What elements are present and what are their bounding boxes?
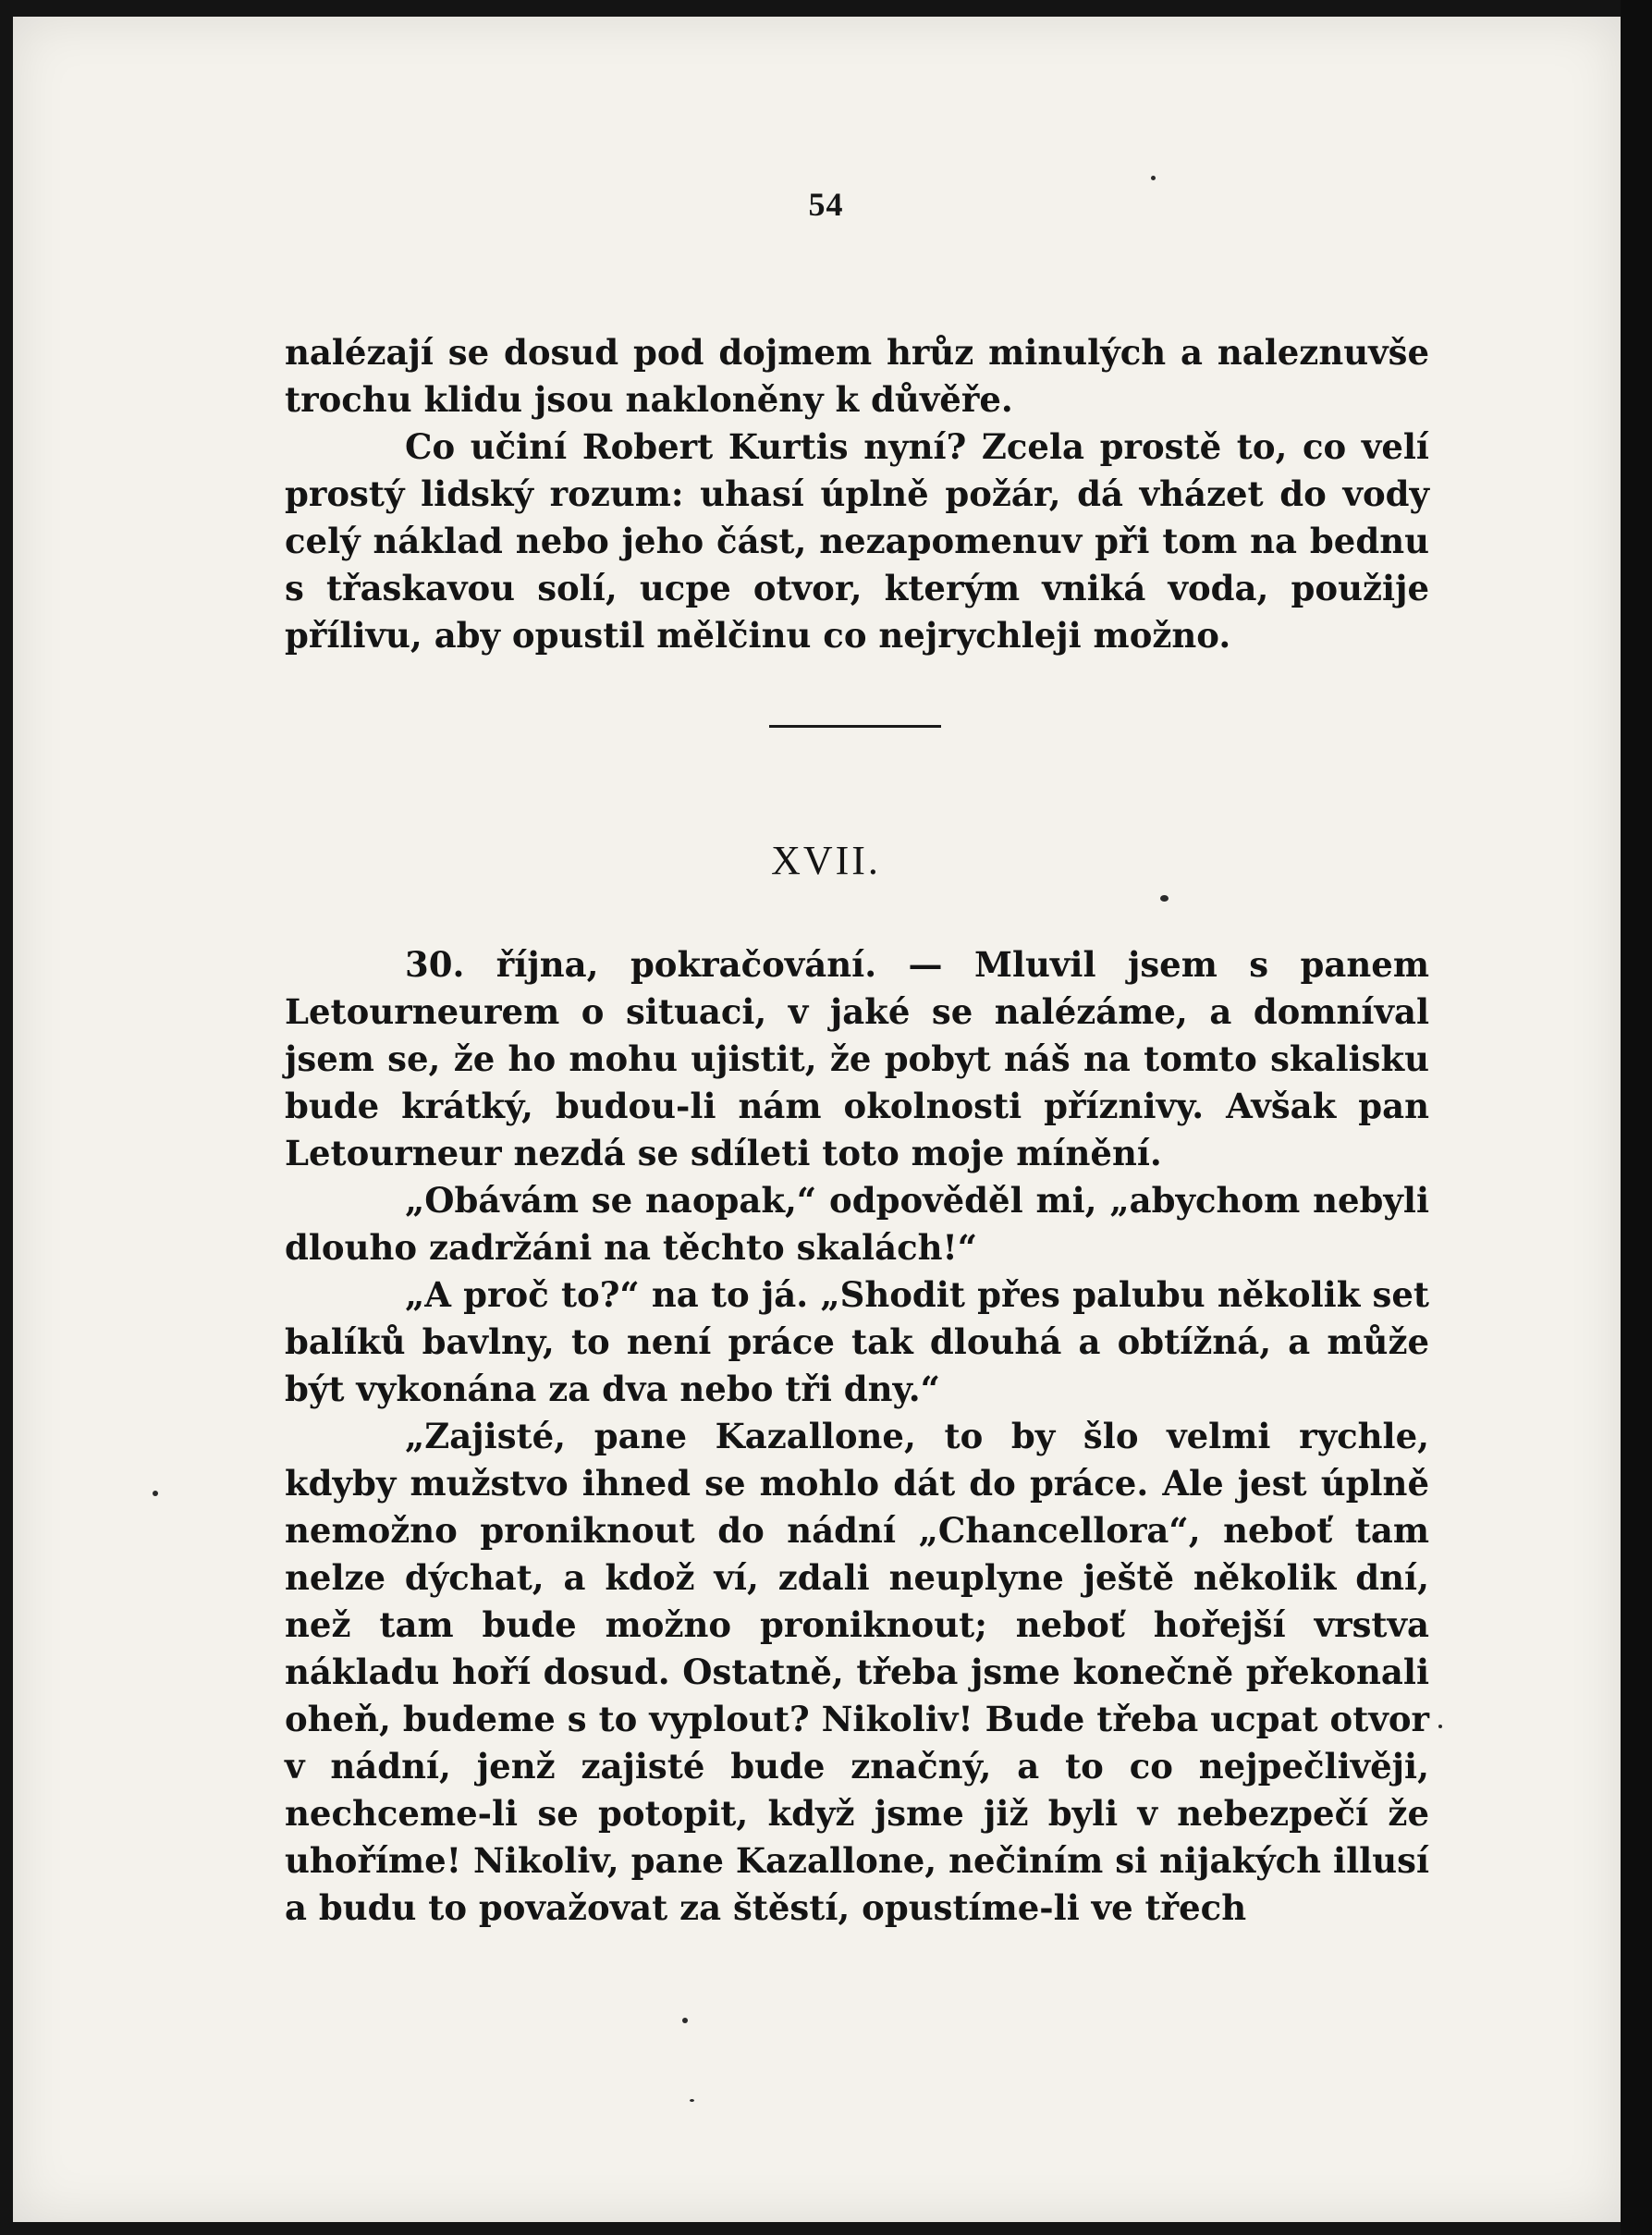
page-edge-shadow [1621,0,1652,2235]
scan-speck [682,2018,688,2023]
top-text-block [285,329,1429,659]
chapter-text-block [285,941,1429,1932]
paragraph-obavam: „Obávám se naopak,“ odpověděl mi, „abychom nebyli dlouho zadržáni na těchto skalách!“ [285,1180,1429,1268]
paragraph-continuation: nalézají se dosud pod dojmem hrůz minulých a naleznuvše trochu klidu jsou nakloněny k důvěře. [285,332,1429,420]
scan-speck [690,2099,694,2102]
paragraph-zajiste: „Zajisté, pane Kazallone, to by šlo velmi rychle, kdyby mužstvo ihned se mohlo dát do práce. Ale jest úplně nemožno proniknout do nádní „Chancellora“, neboť tam nelze dýchat, a kdož ví, zdali neuplyne ještě několik dní, než tam bude možno proniknout; neboť hořejší vrstva nákladu hoří dosud. Ostatně, třeba jsme konečně překonali oheň, budeme s to vyplout? Nikoliv! Bude třeba ucpat otvor v nádní, jenž zajisté bude značný, a to co nejpečlivěji, nechceme-li se potopit, když jsme již byli v nebezpečí že uhoříme! Nikoliv, pane Kazallone, nečiním si nijakých illusí a budu to považovat za štěstí, opustíme-li ve třech [285,1416,1429,1928]
page-number: 54 [808,186,844,223]
paragraph-date: 30. října, pokračování. — Mluvil jsem s panem Letourneurem o situaci, v jaké se nalézáme, a domníval jsem se, že ho mohu ujistit, že pobyt náš na tomto skalisku bude krátký, budou-li nám okolnosti příznivy. Avšak pan Letourneur nezdá se sdíleti toto moje mínění. [285,944,1429,1173]
paragraph-kurtis: Co učiní Robert Kurtis nyní? Zcela prostě to, co velí prostý lidský rozum: uhasí úplně požár, dá vházet do vody celý náklad nebo jeho část, nezapomenuv při tom na bednu s třaskavou solí, ucpe otvor, kterým vniká voda, použije přílivu, aby opustil mělčinu co nejrychleji možno. [285,426,1429,656]
scan-speck [153,1491,158,1496]
scan-speck [1160,895,1169,902]
paragraph-proc: „A proč to?“ na to já. „Shodit přes palubu několik set balíků bavlny, to není práce tak dlouhá a obtížná, a může být vykonána za dva nebo tři dny.“ [285,1274,1429,1409]
section-separator [769,725,941,728]
scan-speck [1151,176,1156,180]
chapter-heading: XVII. [771,838,881,883]
scan-speck [1438,1725,1442,1728]
